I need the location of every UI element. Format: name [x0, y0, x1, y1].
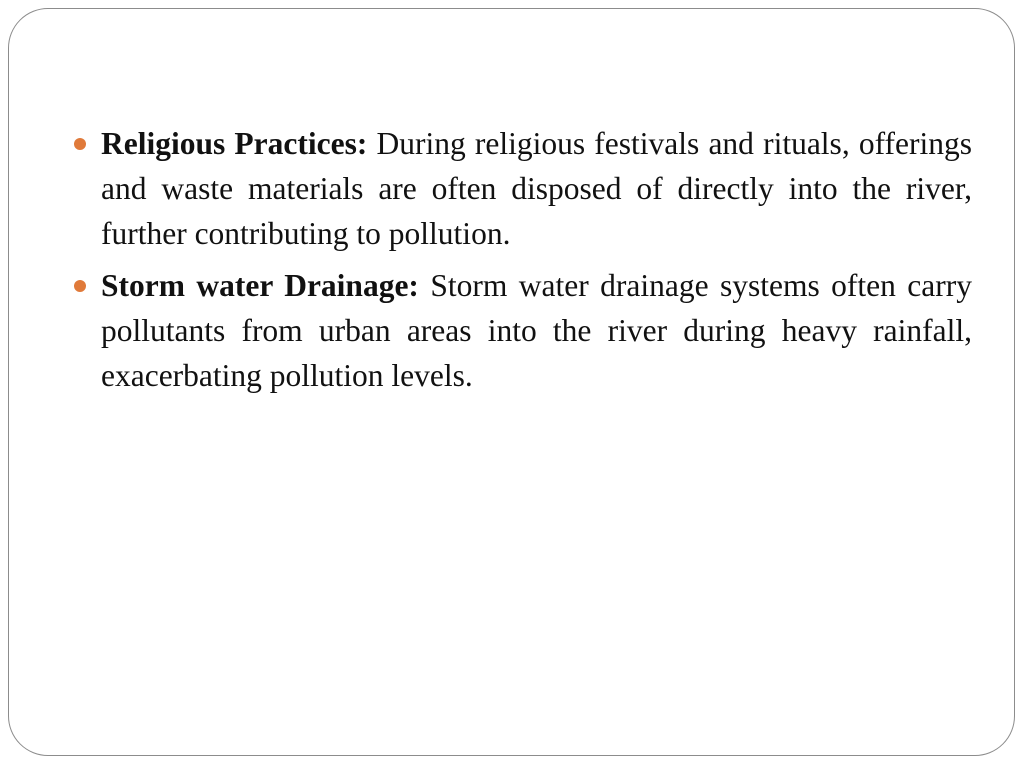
slide-frame: [8, 8, 1015, 756]
bullet-term: Religious Practices:: [101, 126, 377, 161]
bullet-text: Storm water drainage systems often carry pollutants from urban areas into the river during heavy rainfall, exacerbating pollution levels.: [101, 268, 972, 393]
bullet-dot-icon: [74, 138, 86, 150]
bullet-list: [101, 121, 972, 405]
bullet-text: During religious festivals and rituals, offerings and waste materials are often disposed of directly into the river, further contributing to pollution.: [101, 126, 972, 251]
bullet-term: Storm water Drainage:: [101, 268, 431, 303]
bullet-dot-icon: [74, 280, 86, 292]
bullet-item-religious-practices: [101, 121, 972, 256]
bullet-item-storm-water-drainage: [101, 263, 972, 398]
